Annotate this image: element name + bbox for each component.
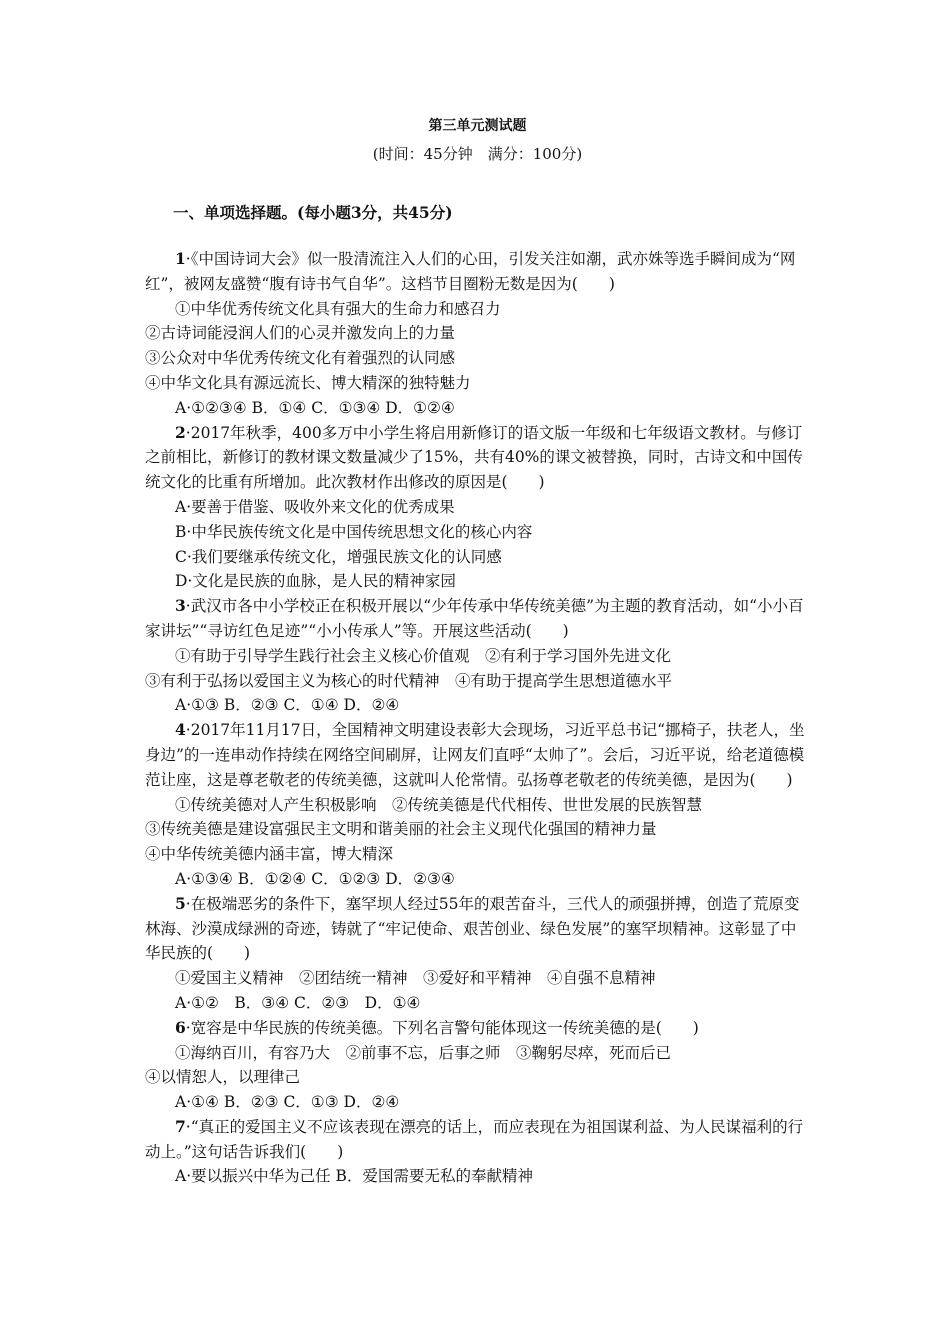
question-number: 2 (175, 422, 186, 442)
question-text: ·2017年11月17日，全国精神文明建设表彰大会现场，习近平总书记“挪椅子，扶老人，坐身边”的一连串动作持续在网络空间刷屏，让网友们直呼“太帅了”。会后，习近平说，给老道德模范让座，这是尊老敬老的传统美德，这就叫人伦常情。弘扬尊老敬老的传统美德，是因为( ) (145, 721, 805, 789)
question-text: ·武汉市各中小学校正在积极开展以“少年传承中华传统美德”为主题的教育活动，如“小小百家讲坛”“寻访红色足迹”“小小传承人”等。开展这些活动( ) (145, 597, 804, 640)
question-text: ·宽容是中华民族的传统美德。下列名言警句能体现这一传统美德的是( ) (185, 1018, 699, 1037)
question-stem (145, 247, 810, 297)
statement-line: ③公众对中华优秀传统文化有着强烈的认同感 (145, 349, 456, 368)
question-number: 1 (175, 249, 186, 268)
answer-options: A·①② B．③④ C．②③ D．①④ (175, 993, 421, 1012)
question-7 (145, 1115, 810, 1189)
question-text: ·“真正的爱国主义不应该表现在漂亮的话上，而应表现在为祖国谋利益、为人民谋福利的行动上。”这句话告诉我们( ) (145, 1117, 804, 1161)
question-stem (145, 718, 810, 792)
statement-line: ①海纳百川，有容乃大 ②前事不忘，后事之师 ③鞠躬尽瘁，死而后已 (175, 1043, 672, 1062)
statement-line: ①爱国主义精神 ②团结统一精神 ③爱好和平精神 ④自强不息精神 (175, 969, 656, 988)
question-text: ·在极端恶劣的条件下，塞罕坝人经过55年的艰苦奋斗，三代人的顽强拼搏，创造了荒原变林海、沙漠成绿洲的奇迹，铸就了“牢记使命、艰苦创业、绿色发展”的塞罕坝精神。这彰显了中华民族的( ) (145, 894, 800, 963)
question-number: 4 (175, 720, 186, 740)
answer-options: A·①②③④ B．①④ C．①③④ D．①②④ (175, 398, 455, 417)
question-text: ·《中国诗词大会》似一股清流注入人们的心田，引发关注如潮，武亦姝等选手瞬间成为“网红”，被网友盛赞“腹有诗书气自华”。这档节目圈粉无数是因为( ) (145, 250, 796, 293)
statement-line: ①传统美德对人产生积极影响 ②传统美德是代代相传、世世发展的民族智慧 (175, 795, 703, 814)
statement-line: ④以情恕人，以理律己 (145, 1068, 301, 1087)
answer-options: A·①③④ B．①②④ C．①②③ D．②③④ (175, 869, 455, 888)
question-stem (145, 892, 810, 966)
question-6 (145, 1016, 810, 1115)
exam-info: (时间：45分钟 满分：100分) (372, 145, 583, 163)
question-stem (145, 421, 810, 495)
statement-line: ①中华优秀传统文化具有强大的生命力和感召力 (175, 299, 501, 318)
statement-line: ①有助于引导学生践行社会主义核心价值观 ②有利于学习国外先进文化 (175, 646, 672, 665)
question-2 (145, 421, 810, 595)
section-heading: 一、单项选择题。(每小题3分，共45分) (173, 203, 453, 222)
answer-options: A·①④ B．②③ C．①③ D．②④ (175, 1093, 400, 1112)
statement-line: B·中华民族传统文化是中国传统思想文化的核心内容 (175, 522, 533, 541)
answer-options: A·要以振兴中华为己任 B．爱国需要无私的奉献精神 (175, 1167, 533, 1186)
page-title: 第三单元测试题 (428, 118, 527, 134)
statement-line: ③有利于弘扬以爱国主义为核心的时代精神 ④有助于提高学生思想道德水平 (145, 671, 673, 690)
question-1 (145, 247, 810, 421)
answer-options: A·①③ B．②③ C．①④ D．②④ (175, 696, 400, 715)
statement-line: D·文化是民族的血脉，是人民的精神家园 (175, 572, 456, 591)
question-4 (145, 718, 810, 892)
statement-line: C·我们要继承传统文化，增强民族文化的认同感 (175, 547, 502, 566)
question-stem (145, 1016, 810, 1041)
statement-line: ③传统美德是建设富强民主文明和谐美丽的社会主义现代化强国的精神力量 (145, 820, 657, 839)
question-list (145, 247, 810, 1189)
statement-line: ④中华传统美德内涵丰富，博大精深 (145, 845, 394, 864)
statement-line: ④中华文化具有源远流长、博大精深的独特魅力 (145, 373, 471, 392)
question-stem (145, 594, 810, 644)
statement-line: ②古诗词能浸润人们的心灵并激发向上的力量 (145, 324, 456, 343)
question-number: 5 (175, 893, 186, 913)
question-5 (145, 892, 810, 1016)
question-3 (145, 594, 810, 718)
question-text: ·2017年秋季，400多万中小学生将启用新修订的语文版一年级和七年级语文教材。与修订之前相比，新修订的教材课文数量减少了15%，共有40%的课文被替换，同时，古诗文和中国传统文化的比重有所增加。此次教材作出修改的原因是( ) (145, 423, 803, 492)
question-number: 6 (175, 1017, 186, 1037)
statement-line: A·要善于借鉴、吸收外来文化的优秀成果 (175, 497, 455, 516)
question-number: 7 (175, 1116, 186, 1136)
question-stem (145, 1115, 810, 1165)
question-number: 3 (175, 596, 186, 616)
